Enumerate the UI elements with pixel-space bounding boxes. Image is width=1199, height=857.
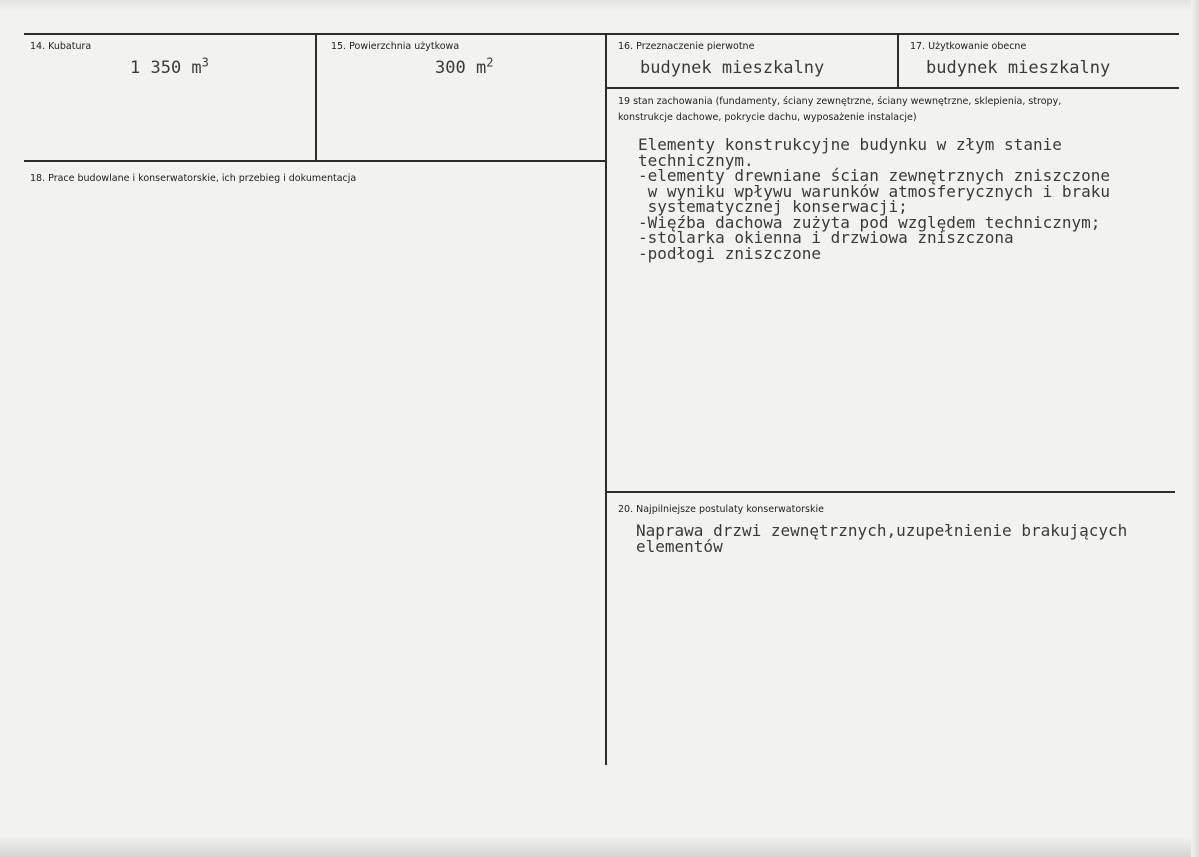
stan-line: -stolarka okienna i drzwiowa zniszczona	[638, 228, 1014, 247]
powierzchnia-exponent: 2	[486, 55, 494, 70]
stan-line: Elementy konstrukcyjne budynku w złym stanie	[638, 135, 1062, 154]
przeznaczenie-label: 16. Przeznaczenie pierwotne	[618, 41, 755, 52]
uzytkowanie-label: 17. Użytkowanie obecne	[910, 41, 1027, 52]
stan-label-line1: 19 stan zachowania (fundamenty, ściany zewnętrzne, ściany wewnętrzne, sklepienia, stropy,	[618, 96, 1062, 107]
column-divider-17	[897, 33, 899, 88]
row1-divider-right	[606, 87, 1179, 89]
right-edge-shadow	[1191, 0, 1199, 857]
section20-divider	[606, 491, 1175, 493]
stan-line: -elementy drewniane ścian zewnętrznych zniszczone	[638, 166, 1111, 185]
column-divider-main	[605, 33, 607, 765]
bottom-edge-shadow	[0, 836, 1199, 857]
stan-line: technicznym.	[638, 150, 754, 170]
kubatura-exponent: 3	[201, 55, 209, 70]
stan-line: w wyniku wpływu warunków atmosferycznych i braku	[638, 181, 1111, 201]
top-edge-shadow	[0, 0, 1199, 12]
top-border-line	[24, 33, 1179, 35]
przeznaczenie-value: budynek mieszkalny	[640, 58, 825, 78]
column-divider-15	[315, 33, 317, 161]
kubatura-value	[130, 55, 209, 78]
stan-label-line2: konstrukcje dachowe, pokrycie dachu, wyposażenie instalacje)	[618, 112, 917, 123]
kubatura-label: 14. Kubatura	[30, 41, 92, 52]
postulaty-line: Naprawa drzwi zewnętrznych,uzupełnienie brakujących	[636, 521, 1128, 540]
uzytkowanie-value: budynek mieszkalny	[926, 58, 1111, 78]
postulaty-label: 20. Najpilniejsze postulaty konserwatorskie	[618, 504, 824, 515]
prace-label: 18. Prace budowlane i konserwatorskie, ich przebieg i dokumentacja	[30, 173, 357, 184]
kubatura-number: 1 350 m	[130, 58, 202, 78]
powierzchnia-number: 300 m	[435, 58, 487, 78]
stan-line: -Więźba dachowa zużyta pod względem technicznym;	[638, 212, 1101, 232]
postulaty-line: elementów	[636, 536, 723, 556]
postulaty-text-block	[636, 523, 1127, 554]
stan-text-block	[638, 137, 1110, 261]
powierzchnia-value	[435, 55, 494, 78]
stan-line: systematycznej konserwacji;	[638, 197, 908, 216]
stan-line: -podłogi zniszczone	[638, 243, 822, 263]
powierzchnia-label: 15. Powierzchnia użytkowa	[331, 41, 460, 52]
